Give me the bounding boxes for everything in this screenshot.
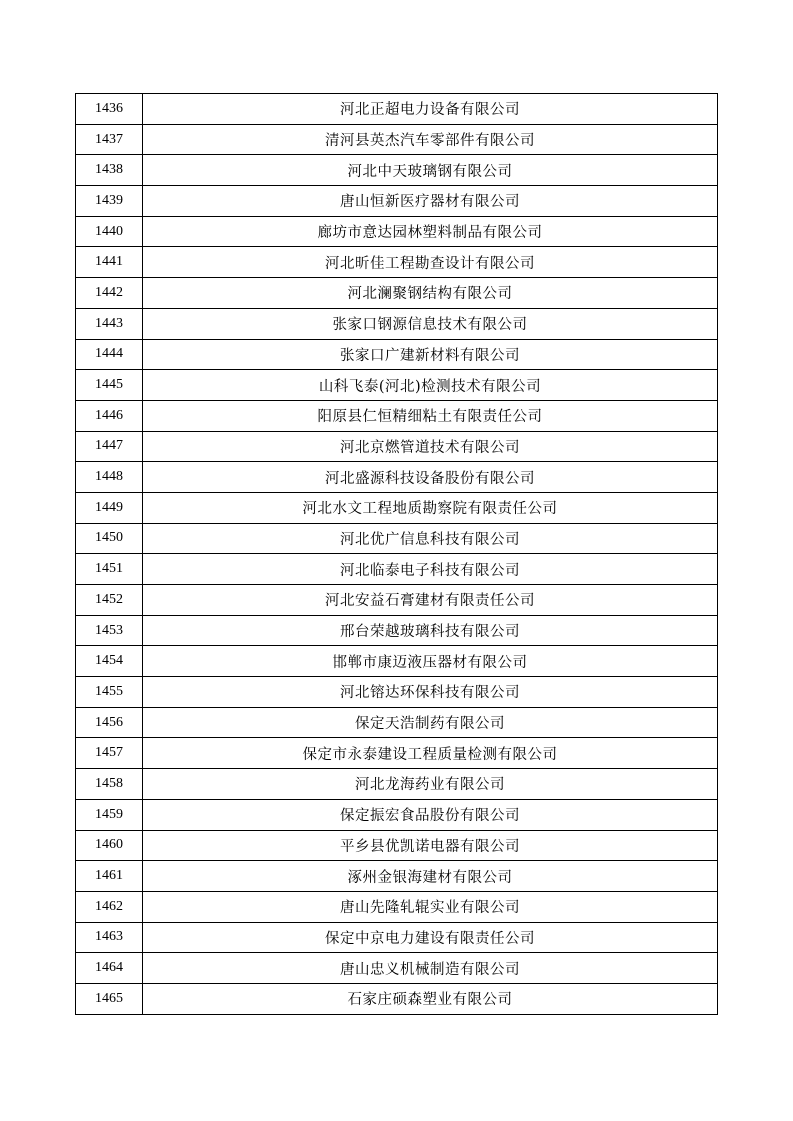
- company-name-cell: 河北优广信息科技有限公司: [143, 523, 718, 554]
- table-row: [76, 523, 718, 554]
- table-row: [76, 830, 718, 861]
- table-row: [76, 124, 718, 155]
- row-number-cell: 1461: [76, 861, 143, 892]
- company-name-cell: 唐山忠义机械制造有限公司: [143, 953, 718, 984]
- row-number-cell: 1438: [76, 155, 143, 186]
- row-number-cell: 1440: [76, 216, 143, 247]
- company-name-cell: 河北安益石膏建材有限责任公司: [143, 585, 718, 616]
- table-row: [76, 983, 718, 1014]
- row-number-cell: 1446: [76, 400, 143, 431]
- company-name-cell: 河北正超电力设备有限公司: [143, 94, 718, 125]
- row-number-cell: 1458: [76, 769, 143, 800]
- row-number-cell: 1448: [76, 462, 143, 493]
- company-name-cell: 保定天浩制药有限公司: [143, 707, 718, 738]
- table-row: [76, 953, 718, 984]
- table-row: [76, 155, 718, 186]
- company-name-cell: 石家庄硕森塑业有限公司: [143, 983, 718, 1014]
- company-name-cell: 河北水文工程地质勘察院有限责任公司: [143, 492, 718, 523]
- company-name-cell: 阳原县仁恒精细粘土有限责任公司: [143, 400, 718, 431]
- row-number-cell: 1436: [76, 94, 143, 125]
- company-name-cell: 唐山恒新医疗器材有限公司: [143, 186, 718, 217]
- row-number-cell: 1463: [76, 922, 143, 953]
- table-row: [76, 186, 718, 217]
- table-row: [76, 339, 718, 370]
- company-name-cell: 平乡县优凯诺电器有限公司: [143, 830, 718, 861]
- table-row: [76, 769, 718, 800]
- company-name-cell: 河北澜聚钢结构有限公司: [143, 278, 718, 309]
- company-name-cell: 邢台荣越玻璃科技有限公司: [143, 615, 718, 646]
- row-number-cell: 1441: [76, 247, 143, 278]
- row-number-cell: 1442: [76, 278, 143, 309]
- table-row: [76, 615, 718, 646]
- row-number-cell: 1454: [76, 646, 143, 677]
- row-number-cell: 1456: [76, 707, 143, 738]
- table-row: [76, 308, 718, 339]
- row-number-cell: 1464: [76, 953, 143, 984]
- table-row: [76, 861, 718, 892]
- row-number-cell: 1460: [76, 830, 143, 861]
- row-number-cell: 1445: [76, 370, 143, 401]
- row-number-cell: 1449: [76, 492, 143, 523]
- table-row: [76, 922, 718, 953]
- table-row: [76, 278, 718, 309]
- row-number-cell: 1451: [76, 554, 143, 585]
- company-name-cell: 河北镕达环保科技有限公司: [143, 677, 718, 708]
- row-number-cell: 1453: [76, 615, 143, 646]
- table-row: [76, 216, 718, 247]
- table-row: [76, 370, 718, 401]
- table-row: [76, 799, 718, 830]
- table-row: [76, 891, 718, 922]
- row-number-cell: 1437: [76, 124, 143, 155]
- row-number-cell: 1450: [76, 523, 143, 554]
- row-number-cell: 1459: [76, 799, 143, 830]
- company-name-cell: 涿州金银海建材有限公司: [143, 861, 718, 892]
- company-name-cell: 唐山先隆轧辊实业有限公司: [143, 891, 718, 922]
- company-name-cell: 河北京燃管道技术有限公司: [143, 431, 718, 462]
- company-name-cell: 山科飞泰(河北)检测技术有限公司: [143, 370, 718, 401]
- company-list-body: [76, 94, 718, 1015]
- row-number-cell: 1447: [76, 431, 143, 462]
- company-name-cell: 保定振宏食品股份有限公司: [143, 799, 718, 830]
- table-row: [76, 707, 718, 738]
- table-row: [76, 646, 718, 677]
- row-number-cell: 1455: [76, 677, 143, 708]
- company-name-cell: 邯郸市康迈液压器材有限公司: [143, 646, 718, 677]
- table-row: [76, 585, 718, 616]
- row-number-cell: 1452: [76, 585, 143, 616]
- row-number-cell: 1462: [76, 891, 143, 922]
- table-row: [76, 462, 718, 493]
- table-row: [76, 677, 718, 708]
- document-page: [75, 93, 718, 1015]
- table-row: [76, 554, 718, 585]
- table-row: [76, 247, 718, 278]
- row-number-cell: 1443: [76, 308, 143, 339]
- company-name-cell: 保定市永泰建设工程质量检测有限公司: [143, 738, 718, 769]
- company-name-cell: 河北临泰电子科技有限公司: [143, 554, 718, 585]
- row-number-cell: 1465: [76, 983, 143, 1014]
- row-number-cell: 1439: [76, 186, 143, 217]
- table-row: [76, 431, 718, 462]
- table-row: [76, 738, 718, 769]
- company-name-cell: 河北龙海药业有限公司: [143, 769, 718, 800]
- table-row: [76, 94, 718, 125]
- company-name-cell: 廊坊市意达园林塑料制品有限公司: [143, 216, 718, 247]
- company-list-table: [75, 93, 718, 1015]
- company-name-cell: 清河县英杰汽车零部件有限公司: [143, 124, 718, 155]
- company-name-cell: 保定中京电力建设有限责任公司: [143, 922, 718, 953]
- row-number-cell: 1457: [76, 738, 143, 769]
- row-number-cell: 1444: [76, 339, 143, 370]
- company-name-cell: 张家口钢源信息技术有限公司: [143, 308, 718, 339]
- company-name-cell: 河北中天玻璃钢有限公司: [143, 155, 718, 186]
- company-name-cell: 河北盛源科技设备股份有限公司: [143, 462, 718, 493]
- table-row: [76, 400, 718, 431]
- table-row: [76, 492, 718, 523]
- company-name-cell: 张家口广建新材料有限公司: [143, 339, 718, 370]
- company-name-cell: 河北昕佳工程勘查设计有限公司: [143, 247, 718, 278]
